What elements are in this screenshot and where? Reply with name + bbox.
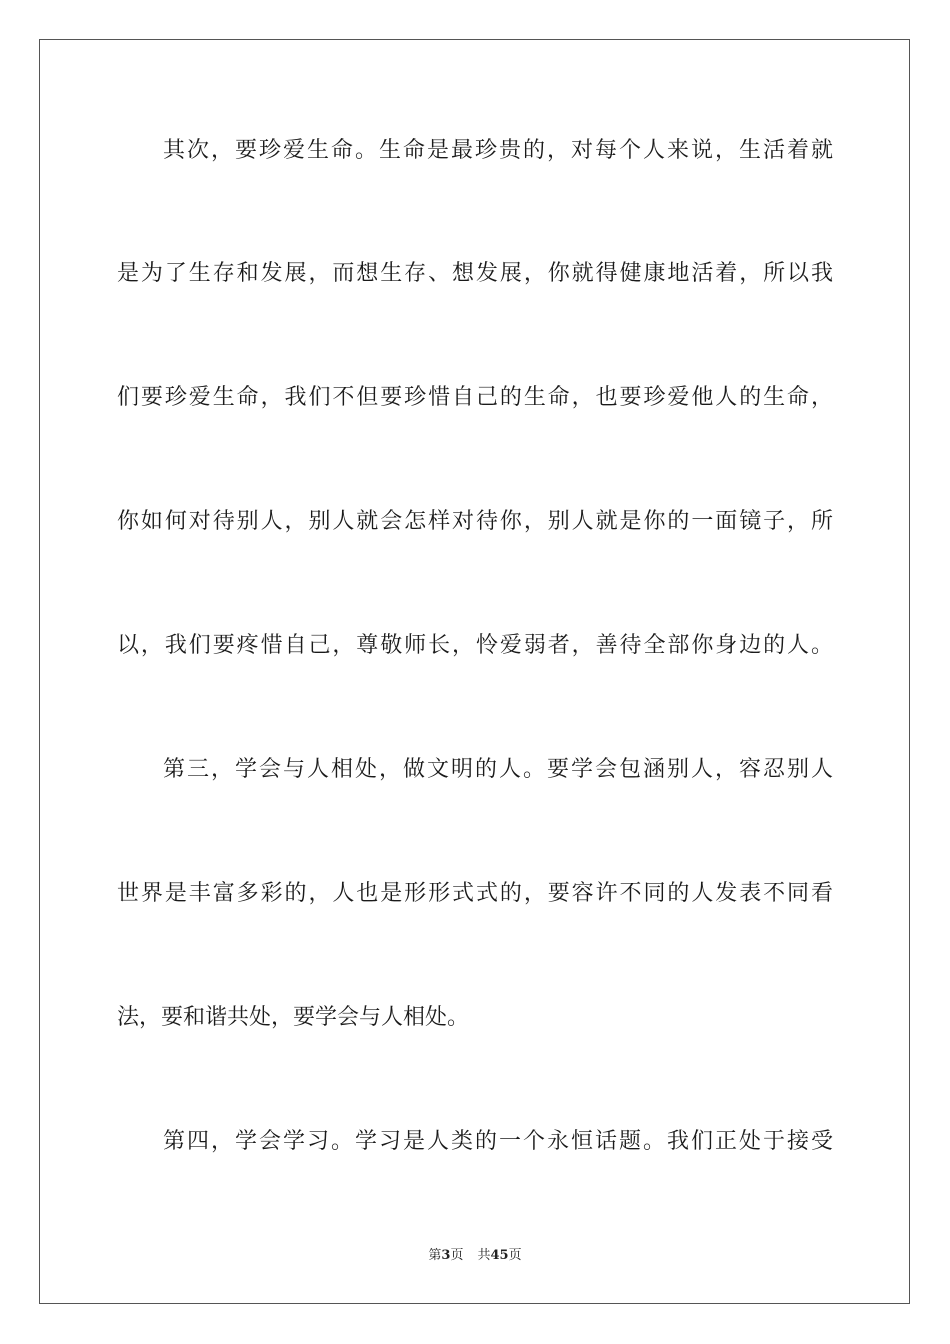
page-suffix: 页 xyxy=(450,1248,464,1263)
page-number: 3 xyxy=(441,1248,451,1263)
paragraph-line: 世界是丰富多彩的，人也是形形式式的，要容许不同的人发表不同看 xyxy=(117,881,833,906)
total-pages: 45 xyxy=(490,1248,509,1263)
paragraph-line: 第三，学会与人相处，做文明的人。要学会包涵别人，容忍别人 xyxy=(163,757,833,782)
page-footer xyxy=(0,1247,950,1265)
total-prefix: 共 xyxy=(477,1248,491,1263)
paragraph-line: 们要珍爱生命，我们不但要珍惜自己的生命，也要珍爱他人的生命， xyxy=(117,385,833,410)
paragraph-line: 第四，学会学习。学习是人类的一个永恒话题。我们正处于接受 xyxy=(163,1129,833,1154)
page-prefix: 第 xyxy=(428,1248,442,1263)
paragraph-line: 是为了生存和发展，而想生存、想发展，你就得健康地活着，所以我 xyxy=(117,261,833,286)
paragraph-line: 法，要和谐共处，要学会与人相处。 xyxy=(117,1005,470,1030)
paragraph-line: 其次，要珍爱生命。生命是最珍贵的，对每个人来说，生活着就 xyxy=(163,138,833,163)
total-suffix: 页 xyxy=(508,1248,522,1263)
paragraph-line: 以，我们要疼惜自己，尊敬师长，怜爱弱者，善待全部你身边的人。 xyxy=(117,633,833,658)
page-border xyxy=(39,39,910,1304)
paragraph-line: 你如何对待别人，别人就会怎样对待你，别人就是你的一面镜子，所 xyxy=(117,509,833,534)
